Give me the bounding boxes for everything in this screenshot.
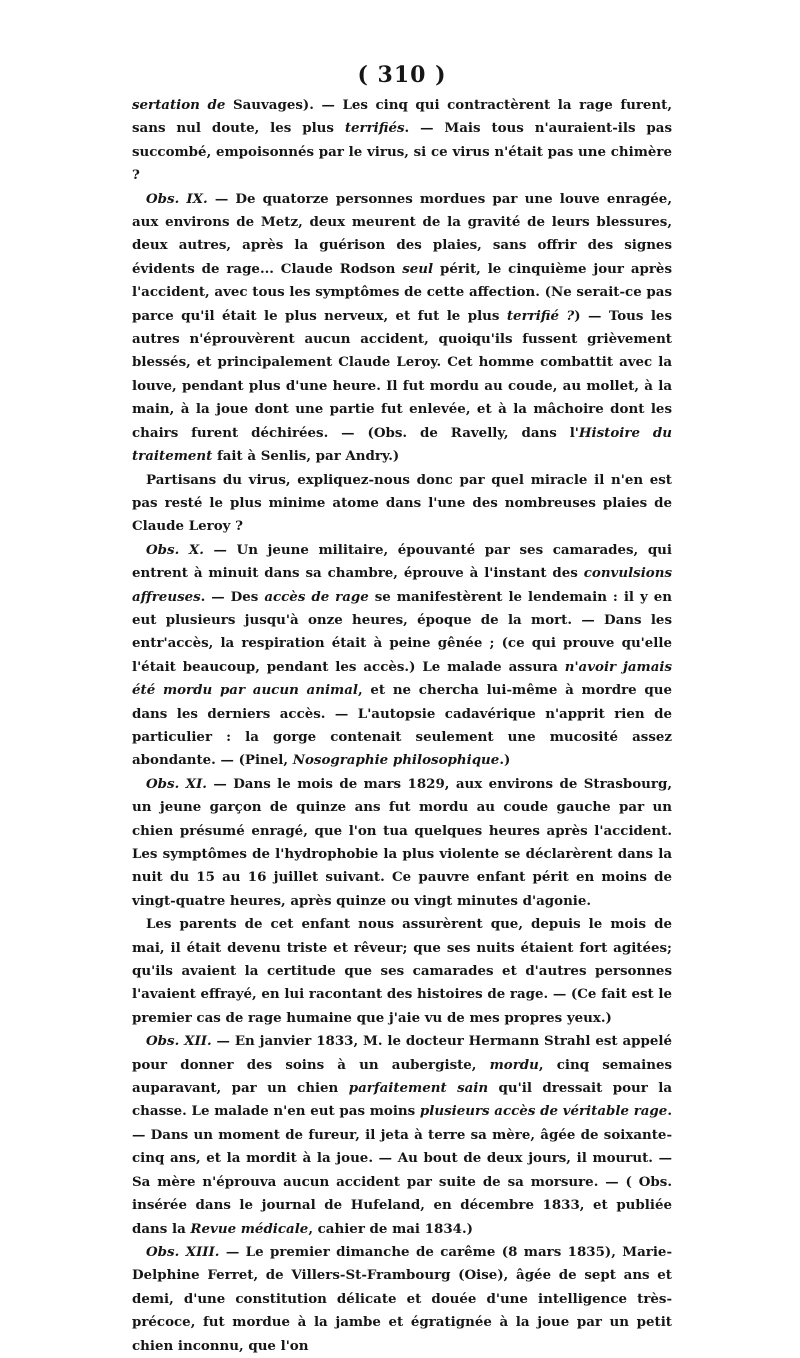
text-run: Sauvages). — Les cinq qui contractèrent la rage furent, sans nul doute, les plus [132, 97, 672, 137]
text-run: — Dans le mois de mars 1829, aux environs de Strasbourg, un jeune garçon de quinze ans fut mordu au coude gauche par un chien présumé enragé, que l'on tua quelques heures après l'accident. Les symptômes de l'hydrophobie la plus violente se déclarèrent dans la nuit du 15 au 16 juillet suivant. Ce pauvre enfant périt en moins de vingt-quatre heures, après quinze ou vingt minutes d'agonie. [132, 775, 672, 909]
italic-text: mordu [489, 1056, 539, 1073]
text-run: périt, le cinquième jour après l'accident, avec tous les symptômes de cette affection. (Ne serait-ce pas parce qu'il était le plus nerveux, et fut le plus [132, 260, 672, 324]
italic-text: terrifiés [344, 120, 405, 137]
italic-text: plusieurs accès de véritable rage [419, 1103, 668, 1120]
italic-text: Obs. XIII. [146, 1243, 220, 1260]
text-run: , cahier de mai 1834.) [308, 1220, 473, 1237]
text-run: — De quatorze personnes mordues par une louve enragée, aux environs de Metz, deux meurent de la gravité de leurs blessures, deux autres, après la guérison des plaies, sans offrir des signes évidents de rage... Claude Rodson [132, 190, 672, 277]
text-run: . — Mais tous n'auraient-ils pas succombé, empoisonnés par le virus, si ce virus n'était pas une chimère ? [132, 120, 672, 184]
text-run: ) — Tous les autres n'éprouvèrent aucun accident, quoiqu'ils fussent grièvement blessés, et principalement Claude Leroy. Cet homme combattit avec la louve, pendant plus d'une heure. Il fut mordu au coude, au mollet, à la main, à la joue dont une partie fut enlevée, et à la mâchoire dont les chairs furent déchirées. — (Obs. de Ravelly, dans l' [132, 307, 672, 441]
italic-text: Revue médicale [190, 1220, 309, 1237]
paragraph [132, 1030, 672, 1241]
text-run: , et ne chercha lui-même à mordre que dans les derniers accès. — L'autopsie cadavérique n'apprit rien de particulier : la gorge contenait seulement une mucosité assez abondante. — (Pinel, [132, 682, 672, 769]
body-text [132, 94, 672, 1358]
italic-text: Histoire du traitement [132, 424, 672, 465]
paragraph [132, 773, 672, 913]
paragraph [132, 913, 672, 1030]
italic-text: terrifié ? [506, 307, 575, 324]
paragraph [132, 539, 672, 773]
italic-text: Nosographie philosophique [292, 752, 500, 769]
italic-text: seul [402, 260, 434, 277]
italic-text: sertation de [132, 97, 226, 113]
text-run: fait à Senlis, par Andry.) [212, 448, 400, 465]
text-run: — En janvier 1833, M. le docteur Hermann Strahl est appelé pour donner des soins à un aubergiste, [132, 1033, 672, 1073]
italic-text: Obs. IX. [146, 190, 208, 207]
italic-text: parfaitement sain [348, 1080, 489, 1097]
paragraph [132, 1241, 672, 1358]
text-run: qu'il dressait pour la chasse. Le malade n'en eut pas moins [132, 1080, 672, 1120]
text-run: — Le premier dimanche de carême (8 mars 1835), Marie-Delphine Ferret, de Villers-St-Frambourg (Oise), âgée de sept ans et demi, d'une constitution délicate et douée d'une intelligence très-précoce, fut mordue à la jambe et égratignée à la joue par un petit chien inconnu, que l'on [132, 1243, 673, 1354]
text-run: . — Des [200, 588, 265, 605]
text-run: , cinq semaines auparavant, par un chien [132, 1056, 673, 1097]
italic-text: n'avoir jamais été mordu par aucun animal [132, 658, 672, 699]
text-run: Partisans du virus, expliquez-nous donc par quel miracle il n'en est pas resté le plus minime atome dans l'une des nombreuses plaies de Claude Leroy ? [132, 471, 672, 535]
page-number: ( 310 ) [357, 62, 447, 88]
paragraph [132, 94, 672, 188]
text-run: . — Dans un moment de fureur, il jeta à terre sa mère, âgée de soixante-cinq ans, et la mordit à la joue. — Au bout de deux jours, il mourut. — Sa mère n'éprouva aucun accident par suite de sa morsure. — ( Obs. insérée dans le journal de Hufeland, en décembre 1833, et publiée dans la [132, 1103, 672, 1237]
text-run: .) [499, 752, 511, 769]
italic-text: Obs. X. [146, 541, 204, 558]
text-run: se manifestèrent le lendemain : il y en eut plusieurs jusqu'à onze heures, époque de la mort. — Dans les entr'accès, la respiration était à peine gênée ; (ce qui prouve qu'elle l'était beaucoup, pendant les accès.) Le malade assura [132, 588, 672, 675]
paragraph [132, 188, 672, 469]
italic-text: convulsions affreuses [132, 565, 672, 605]
italic-text: accès de rage [264, 588, 369, 605]
paragraph [132, 469, 672, 539]
text-run: Les parents de cet enfant nous assurèrent que, depuis le mois de mai, il était devenu triste et rêveur; que ses nuits étaient fort agitées; qu'ils avaient la certitude que ses camarades et d'autres personnes l'avaient effrayé, en lui racontant des histoires de rage. — (Ce fait est le premier cas de rage humaine que j'aie vu de mes propres yeux.) [132, 916, 672, 1026]
text-run: — Un jeune militaire, épouvanté par ses camarades, qui entrent à minuit dans sa chambre, éprouve à l'instant des [132, 541, 673, 582]
italic-text: Obs. XII. [146, 1033, 212, 1050]
italic-text: Obs. XI. [146, 775, 207, 792]
